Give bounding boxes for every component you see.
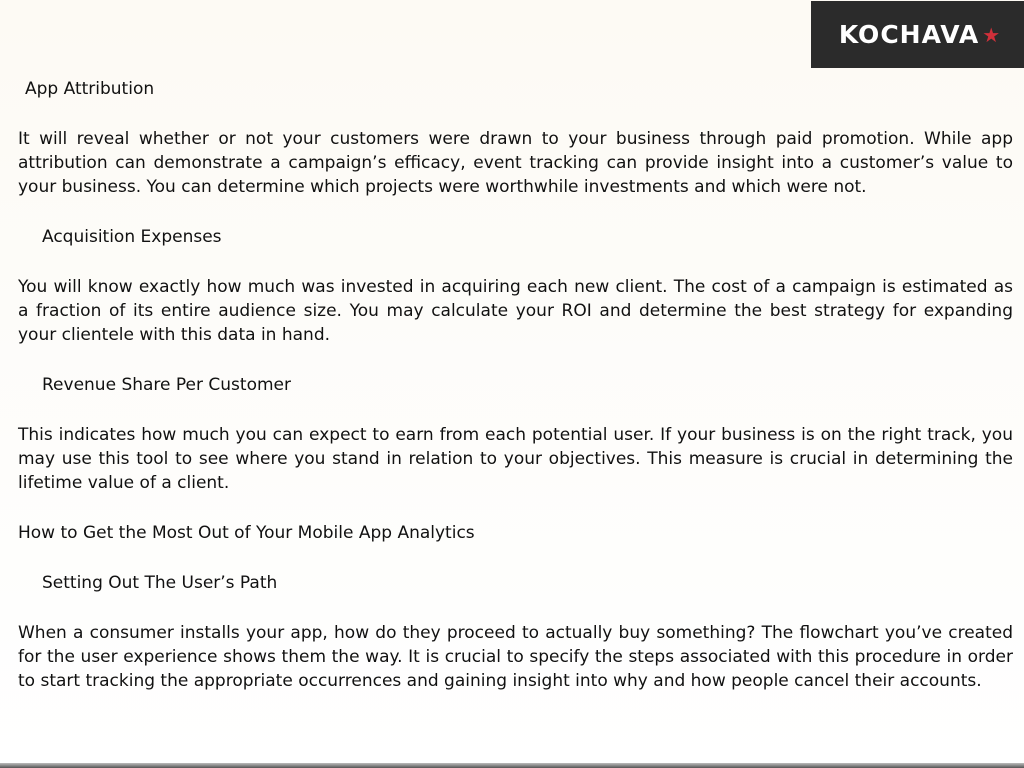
document-body xyxy=(18,77,1013,719)
logo-text: KOCHAVA xyxy=(838,20,980,49)
paragraph-revenue-share: This indicates how much you can expect to earn from each potential user. If your business is on the right track, you may use this tool to see where you stand in relation to your objectives. This measure is crucial in determining the lifetime value of a client. xyxy=(18,425,1013,493)
paragraph-user-path: When a consumer installs your app, how do they proceed to actually buy something? The flowchart you’ve created for the user experience shows them the way. It is crucial to specify the steps associated with this procedure in order to start tracking the appropriate occurrences and gaining insight into why and how people cancel their accounts. xyxy=(18,623,1013,691)
heading-acquisition-expenses: Acquisition Expenses xyxy=(42,227,222,247)
star-icon: ★ xyxy=(982,22,1001,47)
bottom-divider xyxy=(0,763,1024,768)
heading-how-to: How to Get the Most Out of Your Mobile App Analytics xyxy=(18,523,475,543)
paragraph-acquisition-expenses: You will know exactly how much was invested in acquiring each new client. The cost of a campaign is estimated as a fraction of its entire audience size. You may calculate your ROI and determine the best strategy for expanding your clientele with this data in hand. xyxy=(18,277,1013,345)
heading-app-attribution: App Attribution xyxy=(25,79,155,99)
paragraph-app-attribution: It will reveal whether or not your customers were drawn to your business through paid promotion. While app attribution can demonstrate a campaign’s efficacy, event tracking can provide insight into a customer’s value to your business. You can determine which projects were worthwhile investments and which were not. xyxy=(18,129,1013,197)
kochava-logo xyxy=(811,1,1024,68)
heading-user-path: Setting Out The User’s Path xyxy=(42,573,278,593)
heading-revenue-share: Revenue Share Per Customer xyxy=(42,375,291,395)
